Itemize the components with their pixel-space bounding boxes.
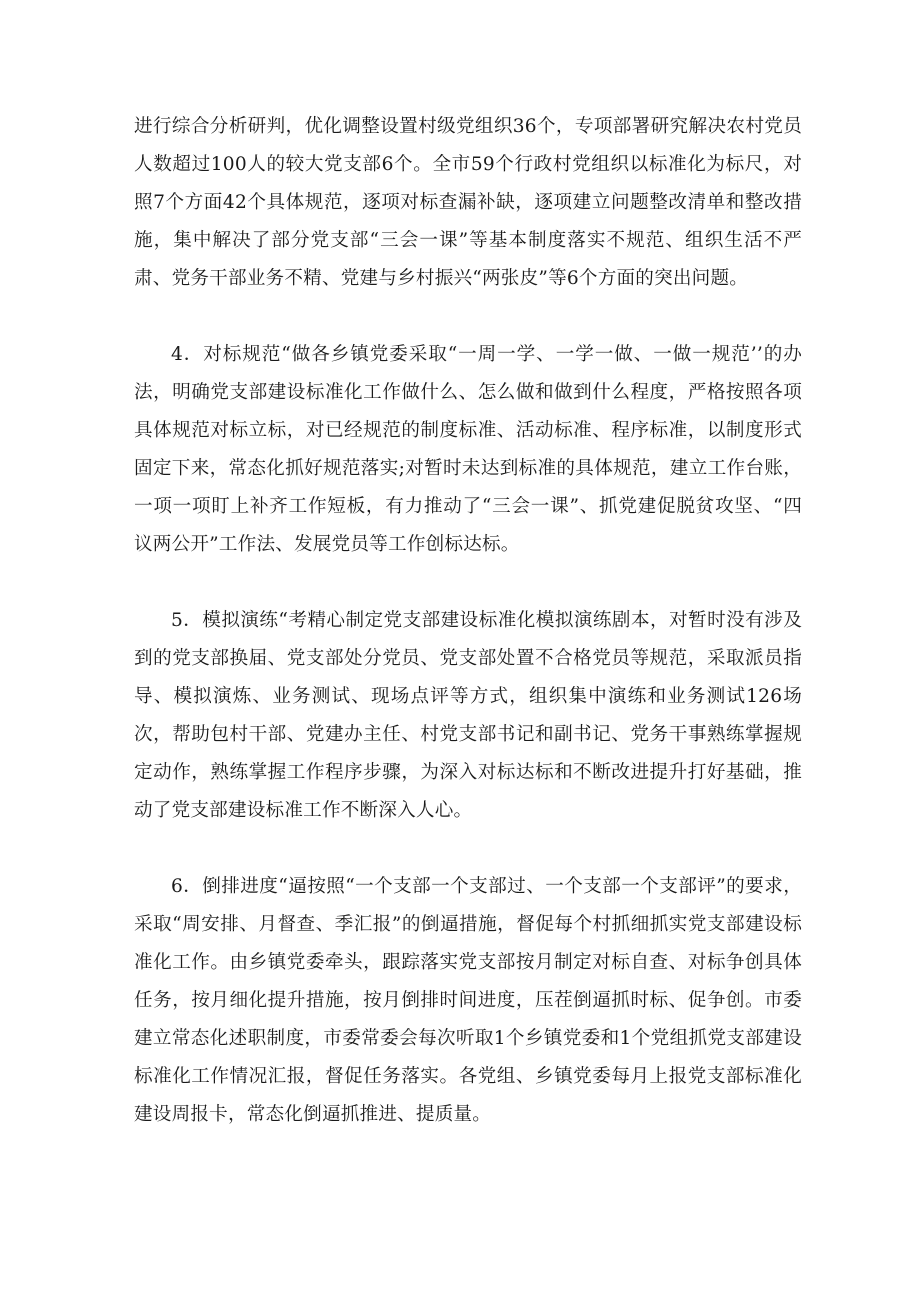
paragraph-continuation: 进行综合分析研判，优化调整设置村级党组织36个，专项部署研究解决农村党员人数超过100人的较大党支部6个。全市59个行政村党组织以标准化为标尺，对照7个方面42个具体规范，逐项对标查漏补缺，逐项建立问题整改清单和整改措施，集中解决了部分党支部“三会一课”等基本制度落实不规范、组织生活不严肃、党务干部业务不精、党建与乡村振兴“两张皮”等6个方面的突出问题。 [134,116,802,289]
paragraph-gap [134,830,802,868]
document-body [134,108,802,1134]
paragraph-item-5: 5．模拟演练“考精心制定党支部建设标准化模拟演练剧本，对暂时没有涉及到的党支部换届、党支部处分党员、党支部处置不合格党员等规范，采取派员指导、模拟演炼、业务测试、现场点评等方式，组织集中演练和业务测试126场次，帮助包村干部、党建办主任、村党支部书记和副书记、党务干事熟练掌握规定动作，熟练掌握工作程序步骤，为深入对标达标和不断改进提升打好基础，推动了党支部建设标准工作不断深入人心。 [134,610,802,821]
paragraph-gap [134,298,802,336]
paragraph-item-4: 4．对标规范“做各乡镇党委采取“一周一学、一学一做、一做一规范’’的办法，明确党支部建设标准化工作做什么、怎么做和做到什么程度，严格按照各项具体规范对标立标，对已经规范的制度标准、活动标准、程序标准，以制度形式固定下来，常态化抓好规范落实;对暂时未达到标准的具体规范，建立工作台账，一项一项盯上补齐工作短板，有力推动了“三会一课”、抓党建促脱贫攻坚、“四议两公开”工作法、发展党员等工作创标达标。 [134,344,802,555]
paragraph-gap [134,564,802,602]
paragraph-item-6: 6．倒排进度“逼按照“一个支部一个支部过、一个支部一个支部评”的要求，采取“周安排、月督查、季汇报”的倒逼措施，督促每个村抓细抓实党支部建设标准化工作。由乡镇党委牵头，跟踪落实党支部按月制定对标自查、对标争创具体任务，按月细化提升措施，按月倒排时间进度，压茬倒逼抓时标、促争创。市委建立常态化述职制度，市委常委会每次听取1个乡镇党委和1个党组抓党支部建设标准化工作情况汇报，督促任务落实。各党组、乡镇党委每月上报党支部标准化建设周报卡，常态化倒逼抓推进、提质量。 [134,876,802,1125]
